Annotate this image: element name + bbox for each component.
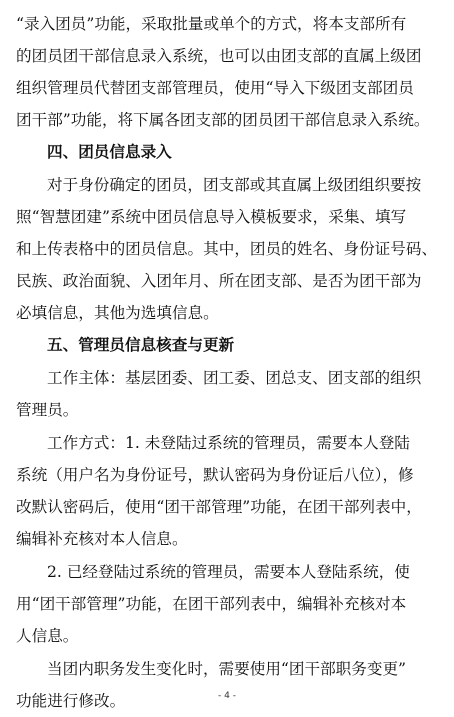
paragraph-line: 照“智慧团建”系统中团员信息导入模板要求，采集、填写 [16,208,407,226]
paragraph-line: 和上传表格中的团员信息。其中，团员的姓名、身份证号码、 [16,240,438,258]
paragraph-line: 用“团干部管理”功能，在团干部列表中，编辑补充核对本 [16,595,407,613]
paragraph-line: 功能进行修改。 [16,692,126,710]
page-number: - 4 - [218,691,236,701]
paragraph-line: “录入团员”功能，采取批量或单个的方式，将本支部所有 [16,15,407,33]
paragraph-line: 民族、政治面貌、入团年月、所在团支部、是否为团干部为 [16,272,422,290]
paragraph-line: 必填信息，其他为选填信息。 [16,304,219,322]
paragraph-line: 编辑补充核对本人信息。 [16,530,188,548]
section-heading-5: 五、管理员信息核查与更新 [47,336,235,354]
paragraph-line: 当团内职务发生变化时，需要使用“团干部职务变更” [47,660,407,678]
paragraph-line: 对于身份确定的团员，团支部或其直属上级团组织要按 [47,176,422,194]
paragraph-line: 系统（用户名为身份证号，默认密码为身份证后八位），修 [16,466,414,484]
paragraph-line: 工作方式：1. 未登陆过系统的管理员，需要本人登陆 [47,434,410,452]
paragraph-line: 人信息。 [16,627,79,645]
paragraph-line: 的团员团干部信息录入系统，也可以由团支部的直属上级团 [16,47,422,65]
paragraph-line: 管理员。 [16,401,79,419]
paragraph-line: 工作主体：基层团委、团工委、团总支、团支部的组织 [47,369,422,387]
paragraph-line: 团干部”功能，将下属各团支部的团员团干部信息录入系统。 [16,111,430,129]
section-heading-4: 四、团员信息录入 [47,143,172,161]
paragraph-line: 组织管理员代替团支部管理员，使用“导入下级团支部团员 [16,79,414,97]
paragraph-line: 改默认密码后，使用“团干部管理”功能，在团干部列表中， [16,498,422,516]
paragraph-line: 2. 已经登陆过系统的管理员，需要本人登陆系统，使 [47,563,410,581]
